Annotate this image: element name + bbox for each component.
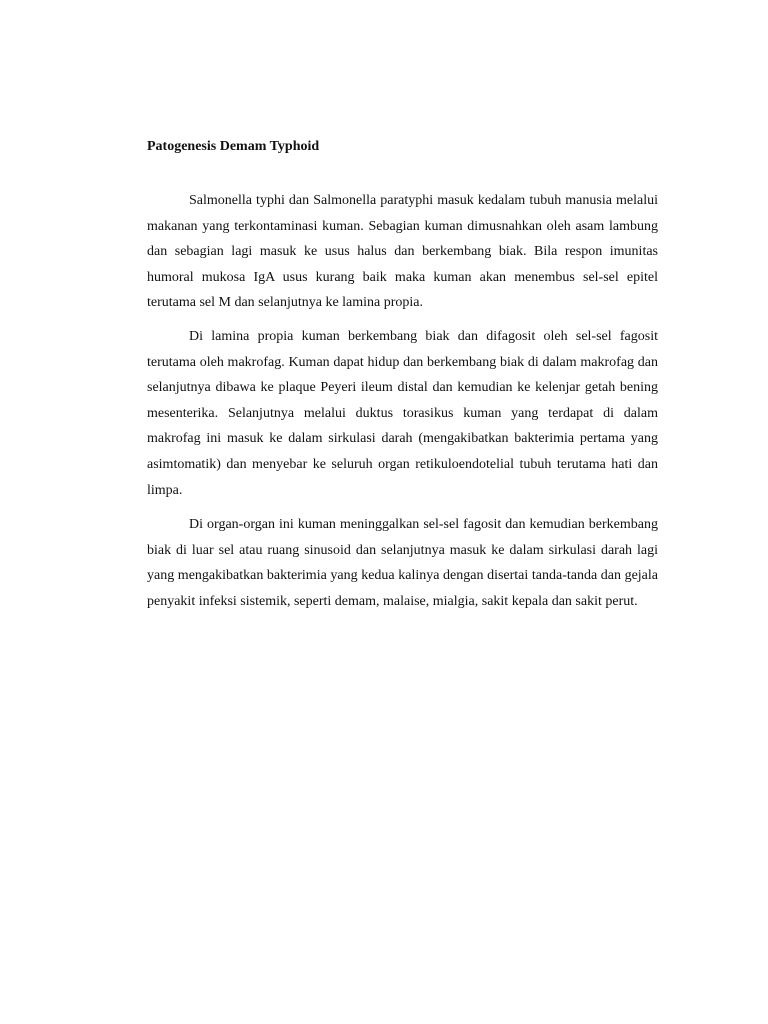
paragraph-3: Di organ-organ ini kuman meninggalkan sel-sel fagosit dan kemudian berkembang biak di luar sel atau ruang sinusoid dan selanjutnya masuk ke dalam sirkulasi darah lagi yang mengakibatkan bakterimia yang kedua kalinya dengan disertai tanda-tanda dan gejala penyakit infeksi sistemik, seperti demam, malaise, mialgia, sakit kepala dan sakit perut. [147, 517, 658, 609]
document-title: Patogenesis Demam Typhoid [147, 139, 320, 154]
paragraph-1: Salmonella typhi dan Salmonella paratyphi masuk kedalam tubuh manusia melalui makanan yang terkontaminasi kuman. Sebagian kuman dimusnahkan oleh asam lambung dan sebagian lagi masuk ke usus halus dan berkembang biak. Bila respon imunitas humoral mukosa IgA usus kurang baik maka kuman akan menembus sel-sel epitel terutama sel M dan selanjutnya ke lamina propia. [147, 193, 658, 311]
paragraph-2: Di lamina propia kuman berkembang biak dan difagosit oleh sel-sel fagosit terutama oleh makrofag. Kuman dapat hidup dan berkembang biak di dalam makrofag dan selanjutnya dibawa ke plaque Peyeri ileum distal dan kemudian ke kelenjar getah bening mesenterika. Selanjutnya melalui duktus torasikus kuman yang terdapat di dalam makrofag ini masuk ke dalam sirkulasi darah (mengakibatkan bakterimia pertama yang asimtomatik) dan menyebar ke seluruh organ retikuloendotelial tubuh terutama hati dan limpa. [147, 329, 658, 498]
